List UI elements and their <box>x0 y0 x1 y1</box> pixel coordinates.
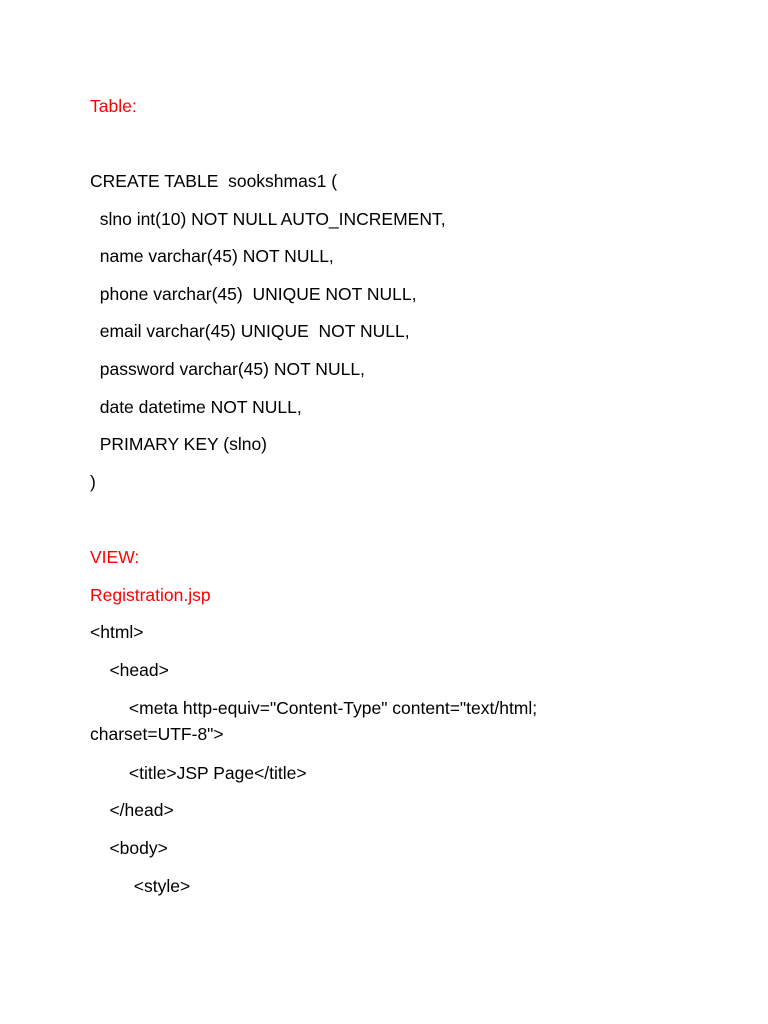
document-page <box>90 0 710 1024</box>
file-heading: Registration.jsp <box>90 585 211 605</box>
html-line: <meta http-equiv="Content-Type" content="text/html; <box>90 698 538 718</box>
sql-line: name varchar(45) NOT NULL, <box>90 246 334 266</box>
html-line: </head> <box>90 800 174 820</box>
sql-line: ) <box>90 472 96 492</box>
view-heading: VIEW: <box>90 547 140 567</box>
html-line: <html> <box>90 622 144 642</box>
html-line: <head> <box>90 660 169 680</box>
html-line: charset=UTF-8"> <box>90 724 224 744</box>
sql-line: slno int(10) NOT NULL AUTO_INCREMENT, <box>90 209 446 229</box>
sql-line: phone varchar(45) UNIQUE NOT NULL, <box>90 284 417 304</box>
html-line: <title>JSP Page</title> <box>90 763 307 783</box>
table-heading: Table: <box>90 96 137 116</box>
sql-line: PRIMARY KEY (slno) <box>90 434 268 454</box>
sql-line: CREATE TABLE sookshmas1 ( <box>90 171 338 191</box>
sql-line: email varchar(45) UNIQUE NOT NULL, <box>90 321 410 341</box>
sql-line: date datetime NOT NULL, <box>90 397 302 417</box>
html-line: <style> <box>90 876 191 896</box>
html-line: <body> <box>90 838 168 858</box>
sql-line: password varchar(45) NOT NULL, <box>90 359 365 379</box>
